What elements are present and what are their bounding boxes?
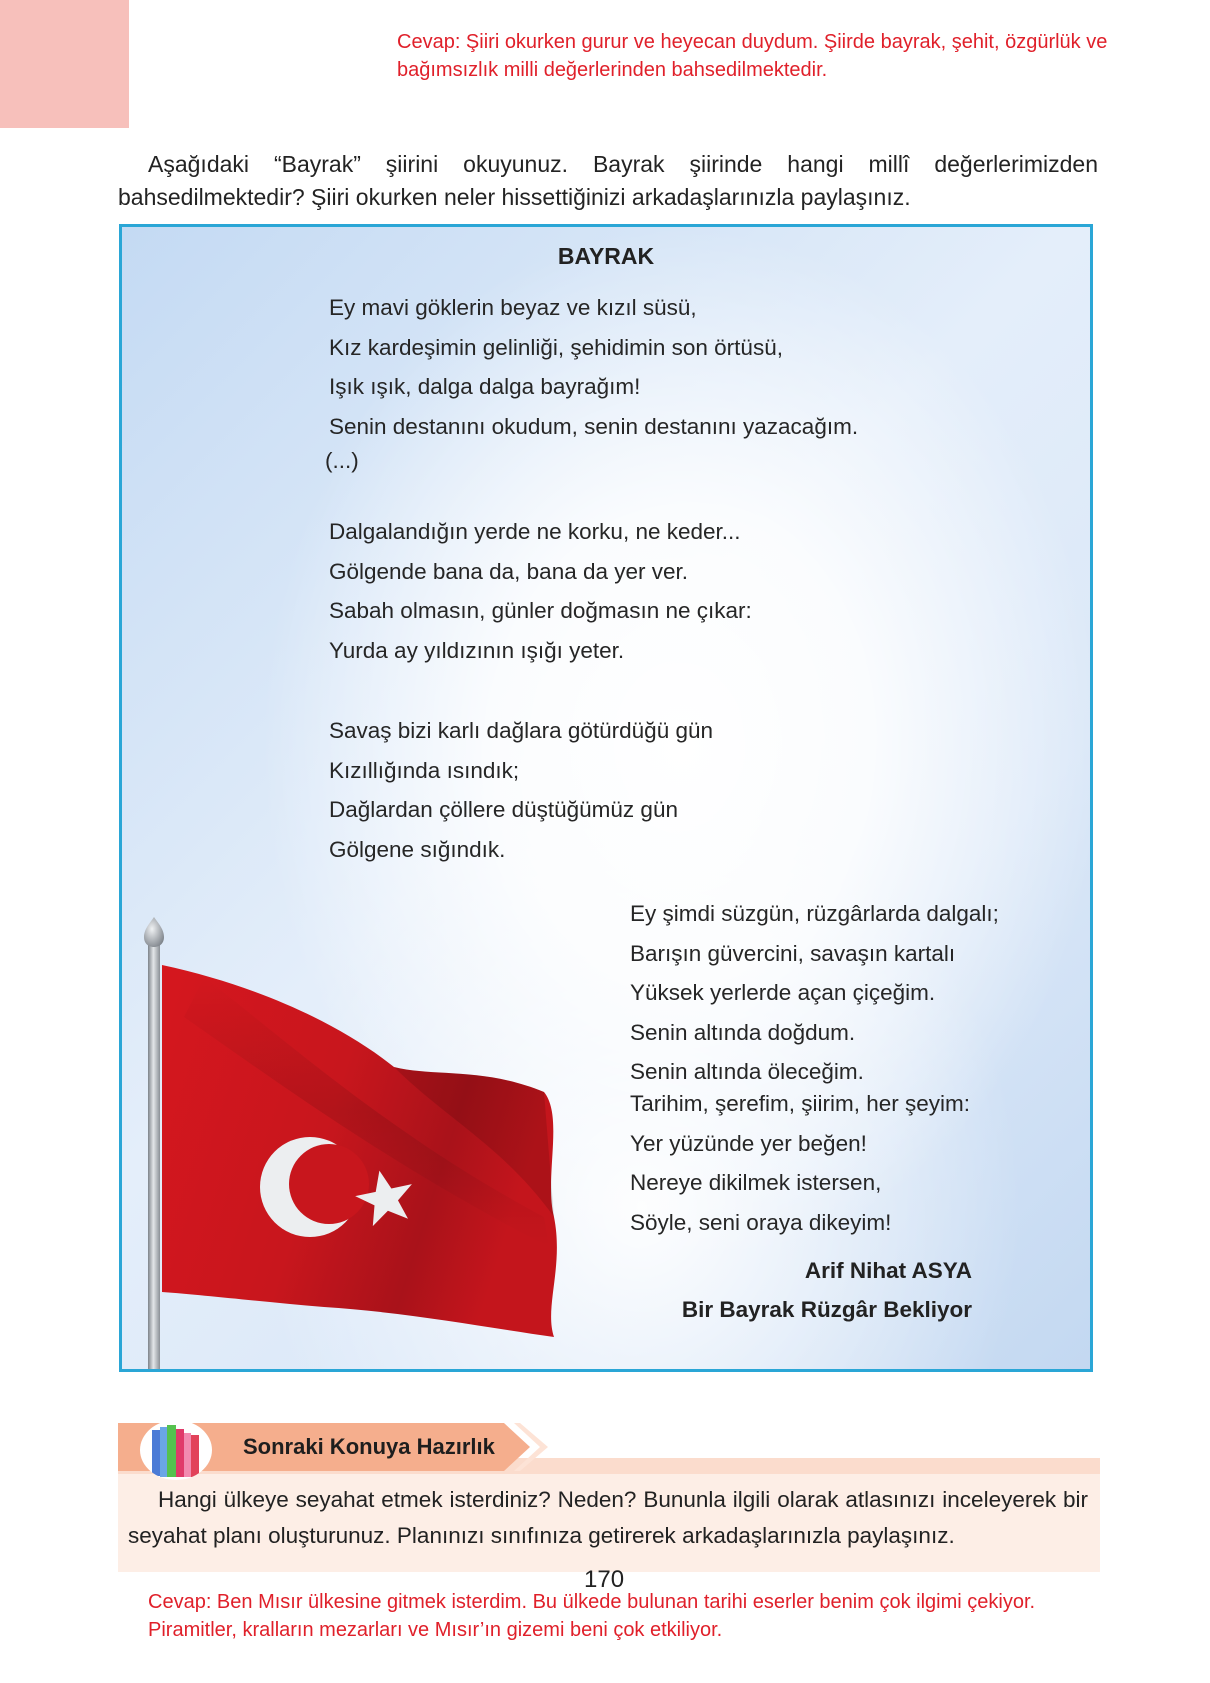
poem-line: Sabah olmasın, günler doğmasın ne çıkar: [329, 598, 752, 623]
prep-text [128, 1482, 1088, 1554]
intro-paragraph [118, 148, 1098, 214]
poem-line: Ey mavi göklerin beyaz ve kızıl süsü, [329, 295, 697, 320]
answer-text-top: Cevap: Şiiri okurken gurur ve heyecan duydum. Şiirde bayrak, şehit, özgürlük ve bağımsızlık milli değerlerinden bahsedilmektedir. [397, 31, 1108, 81]
corner-color-tab [0, 0, 129, 128]
poem-line: Gölgende bana da, bana da yer ver. [329, 558, 689, 584]
poem-source: Bir Bayrak Rüzgâr Bekliyor [681, 1297, 972, 1322]
poem-line: Senin destanını okudum, senin destanını yazacağım. [329, 413, 859, 439]
poem-line: Dağlardan çöllere düştüğümüz gün [329, 797, 678, 822]
stanza-3 [329, 711, 713, 869]
stanza-4 [630, 894, 999, 1092]
poem-line: Işık ışık, dalga dalga bayrağım! [329, 374, 641, 399]
stanza-1 [329, 288, 858, 446]
poem-line: Savaş bizi karlı dağlara götürdüğü gün [329, 718, 713, 743]
poem-author: Arif Nihat ASYA [804, 1258, 972, 1283]
poem-line: Senin altında doğdum. [630, 1019, 856, 1045]
stanza-5 [630, 1084, 970, 1242]
turkish-flag-icon [144, 917, 584, 1372]
poem-line: Yer yüzünde yer beğen! [630, 1130, 867, 1156]
poem-line: Senin altında öleceğim. [630, 1059, 864, 1084]
poem-line: Yüksek yerlerde açan çiçeğim. [630, 980, 936, 1005]
poem-title: BAYRAK [557, 243, 655, 269]
poem-line: Ey şimdi süzgün, rüzgârlarda dalgalı; [630, 901, 999, 926]
poem-box [119, 224, 1093, 1372]
answer-text-bottom: Cevap: Ben Mısır ülkesine gitmek isterdim. Bu ülkede bulunan tarihi eserler benim çok ilgimi çekiyor. Piramitler, kralların mezarları ve Mısır’ın gizemi beni çok etkiliyor. [148, 1591, 1036, 1641]
poem-line: Barışın güvercini, savaşın kartalı [630, 940, 956, 966]
poem-line: (...) [325, 448, 359, 473]
books-icon-graphic [140, 1420, 212, 1480]
poem-line: Kız kardeşimin gelinliği, şehidimin son örtüsü, [329, 334, 783, 360]
poem-line: Dalgalandığın yerde ne korku, ne keder... [329, 519, 741, 544]
poem-line: Tarihim, şerefim, şiirim, her şeyim: [630, 1091, 971, 1116]
poem-line: Nereye dikilmek istersen, [630, 1170, 882, 1195]
poem-line: Gölgene sığındık. [329, 836, 506, 862]
flag-image [144, 917, 584, 1372]
stanza-2 [329, 512, 752, 670]
page-number: 170 [584, 1566, 625, 1593]
prep-text-content: Hangi ülkeye seyahat etmek isterdiniz? Neden? Bununla ilgili olarak atlasınızı inceleyerek bir seyahat planı oluşturunuz. Planınızı sınıfınıza getirerek arkadaşlarınızla paylaşınız. [128, 1487, 1088, 1548]
next-topic-prep-section [118, 1420, 1100, 1572]
books-icon [140, 1420, 212, 1480]
poem-line: Söyle, seni oraya dikeyim! [630, 1209, 892, 1235]
prep-title: Sonraki Konuya Hazırlık [243, 1434, 495, 1459]
stanza-ellipsis [325, 441, 359, 481]
poem-line: Yurda ay yıldızının ışığı yeter. [329, 637, 625, 663]
poem-line: Kızıllığında ısındık; [329, 757, 520, 783]
intro-text: Aşağıdaki “Bayrak” şiirini okuyunuz. Bayrak şiirinde hangi millî değerlerimizden bahsedilmektedir? Şiiri okurken neler hissettiğinizi arkadaşlarınızla paylaşınız. [118, 151, 1098, 210]
poem-signature [682, 1251, 972, 1329]
